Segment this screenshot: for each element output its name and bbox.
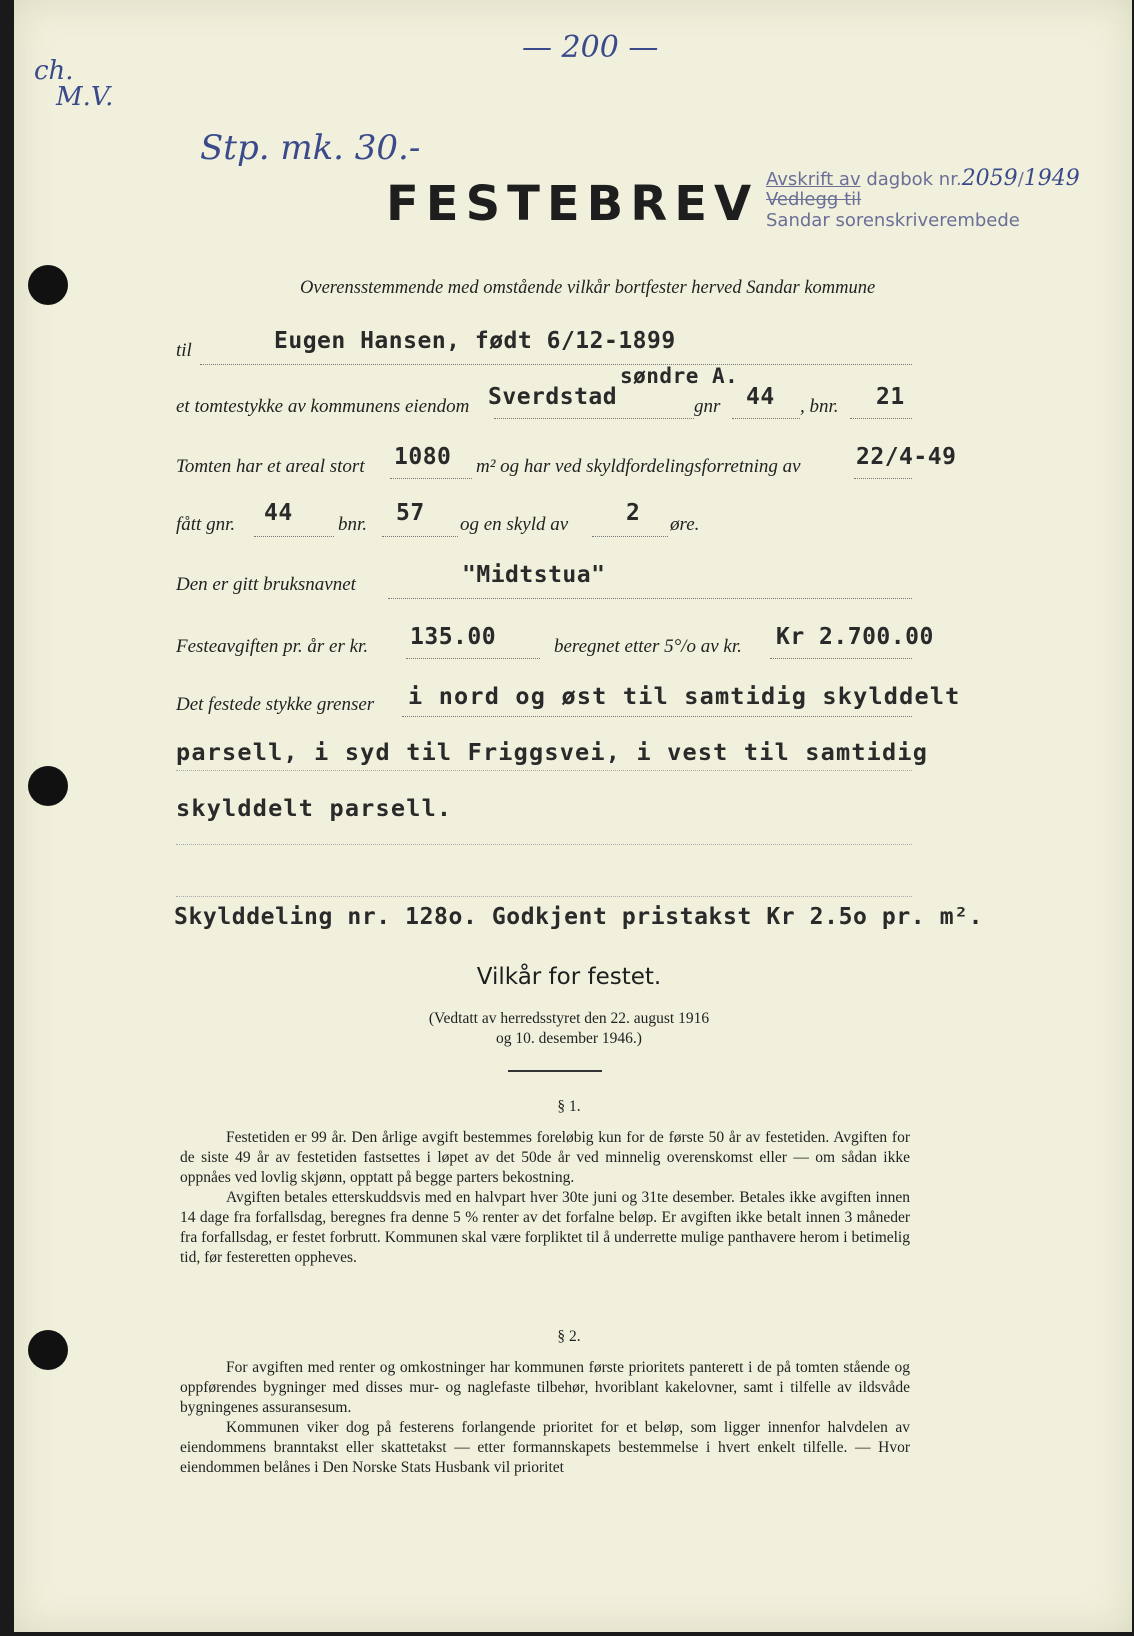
forretning-date: 22/4-49 — [856, 444, 957, 470]
skyld-dotted-line — [592, 536, 668, 537]
areal-value: 1080 — [394, 444, 452, 470]
intro-text: Overensstemmende med omstående vilkår bortfester herved Sandar kommune — [300, 278, 876, 298]
bnr-label: , bnr. — [800, 396, 839, 417]
beregnet-label: beregnet etter 5°/o av kr. — [554, 636, 742, 657]
section-2-heading: § 2. — [557, 1328, 581, 1345]
grenser-dotted-line — [402, 716, 912, 717]
section-1-body — [180, 1128, 910, 1268]
vilkar-divider — [508, 1070, 602, 1072]
gnr-label: gnr — [694, 396, 721, 417]
archive-stamp: Avskrift av dagbok nr.2059/1949 Vedlegg til Sandar sorenskriverembede — [766, 166, 1096, 231]
section-1-paragraph-1: Festetiden er 99 år. Den årlige avgift bestemmes foreløbig kun for de første 50 år av festetiden. Avgiften for de siste 49 år av festetiden fastsettes i løpet av det 50de år ved minnelig overenskomst eller — om sådan ikke oppnåes ved lovlig skjønn, opptatt på begge parters bekostning. — [180, 1129, 910, 1186]
areal-dotted-line — [390, 478, 472, 479]
til-dotted-line — [200, 364, 912, 365]
eiendom-label: et tomtestykke av kommunens eiendom — [176, 396, 470, 417]
grenser-line-2: parsell, i syd til Friggsvei, i vest til samtidig — [176, 738, 929, 766]
festeavgift-label: Festeavgiften pr. år er kr. — [176, 636, 369, 657]
punch-hole-middle — [28, 766, 68, 806]
skyld-value: 2 — [626, 500, 641, 526]
vilkar-heading: Vilkår for festet. — [476, 964, 662, 990]
section-1-paragraph-2: Avgiften betales etterskuddsvis med en halvpart hver 30te juni og 31te desember. Betales ikke avgiften innen 14 dage fra forfallsdag, beregnes fra denne 5 % renter av det forfalne beløp. Er avgiften ikke betalt innen 3 måneder fra forfallsdag, er festet forbrutt. Kommunen skal være forpliktet til å underrette mulige panthavere herom i betimelig tid, før festeretten oppheves. — [180, 1189, 910, 1266]
til-value: Eugen Hansen, født 6/12-1899 — [274, 328, 676, 354]
fatt-gnr-dotted-line — [254, 536, 334, 537]
festeavgift-dotted-line — [406, 658, 540, 659]
forretning-dotted-line — [854, 478, 912, 479]
eiendom-dotted-line — [494, 418, 694, 419]
grenser-line-3: skylddelt parsell. — [176, 794, 453, 822]
skyld-label: og en skyld av — [460, 514, 569, 535]
section-1-heading: § 1. — [557, 1098, 581, 1115]
skyldeling-line: Skylddeling nr. 128o. Godkjent pristakst Kr 2.5o pr. m². — [174, 904, 984, 930]
document-title: FESTEBREV — [386, 176, 759, 232]
fatt-bnr-value: 57 — [396, 500, 425, 526]
festeavgift-value: 135.00 — [410, 624, 497, 650]
eiendom-value: Sverdstad — [488, 384, 618, 410]
fatt-gnr-value: 44 — [264, 500, 293, 526]
bruksnavn-label: Den er gitt bruksnavnet — [176, 574, 356, 595]
stamp-dagbok: dagbok nr. — [866, 169, 962, 190]
fatt-bnr-dotted-line — [382, 536, 458, 537]
section-2-paragraph-2: Kommunen viker dog på festerens forlangende prioritet for et beløp, som ligger innenfor halvdelen av eiendommens branntakst eller skattetakst — etter formannskapets bestemmelse i hvert enkelt tilfelle. — Hvor eiendommen belånes i Den Norske Stats Husbank vil prioritet — [180, 1419, 910, 1476]
gnr-dotted-line — [732, 418, 800, 419]
grenser-dotted-line-2 — [176, 770, 912, 771]
document-page — [14, 0, 1132, 1632]
punch-hole-top — [28, 265, 68, 305]
handwritten-margin-initials-1: ch. — [34, 56, 74, 86]
handwritten-margin-initials-2: M.V. — [56, 82, 114, 112]
beregnet-value: Kr 2.700.00 — [776, 624, 934, 650]
bnr-dotted-line — [850, 418, 912, 419]
stamp-dagbok-year: 1949 — [1023, 166, 1080, 191]
section-2-body — [180, 1358, 910, 1478]
section-2-paragraph-1: For avgiften med renter og omkostninger har kommunen første prioritets panterett i de på tomten stående og oppførendes bygninger med disses mur- og naglefaste tilbehør, hvoriblant kakelovner, samt i tilfelle av ildsvåde bygningenes assuransesum. — [180, 1359, 910, 1416]
handwritten-page-number: — 200 — — [522, 30, 659, 65]
vilkar-note-line-2: og 10. desember 1946.) — [496, 1030, 642, 1047]
ore-label: øre. — [670, 514, 700, 535]
blank-dotted-line — [176, 896, 912, 897]
grenser-label: Det festede stykke grenser — [176, 694, 375, 715]
stamp-dagbok-number: 2059 — [961, 166, 1018, 191]
bruksnavn-value: "Midtstua" — [462, 562, 606, 588]
areal-label: Tomten har et areal stort — [176, 456, 365, 477]
til-label: til — [176, 340, 192, 361]
stamp-vedlegg: Vedlegg til — [766, 189, 862, 210]
beregnet-dotted-line — [770, 658, 912, 659]
grenser-line-1: i nord og øst til samtidig skylddelt — [408, 682, 961, 710]
eiendom-suffix: søndre A. — [620, 364, 739, 388]
bnr-value: 21 — [876, 384, 905, 410]
grenser-dotted-line-3 — [176, 844, 912, 845]
vilkar-note-line-1: (Vedtatt av herredsstyret den 22. august 1916 — [428, 1010, 710, 1027]
areal-unit-text: m² og har ved skyldfordelingsforretning av — [476, 456, 801, 477]
fatt-bnr-label: bnr. — [338, 514, 368, 535]
handwritten-stamp-fee: Stp. mk. 30.- — [200, 128, 421, 168]
stamp-avskrift: Avskrift av — [766, 169, 861, 190]
gnr-value: 44 — [746, 384, 775, 410]
fatt-label: fått gnr. — [176, 514, 236, 535]
stamp-court: Sandar sorenskriverembede — [766, 210, 1020, 231]
bruksnavn-dotted-line — [388, 598, 912, 599]
